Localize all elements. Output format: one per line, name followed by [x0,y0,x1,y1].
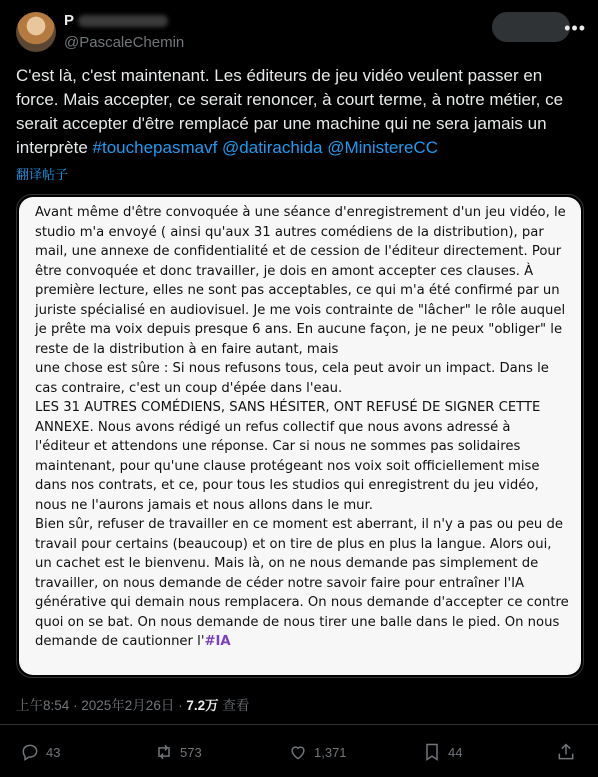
bookmark-button[interactable] [422,738,462,766]
mention-link-ministerecc[interactable]: @MinistereCC [327,138,438,157]
retweet-icon [154,742,174,762]
bookmark-icon [422,742,442,762]
image-hashtag: #IA [204,634,231,649]
like-count: 1,371 [314,744,347,760]
display-name[interactable]: P [64,12,168,29]
translate-post-link[interactable]: 翻译帖子 [16,167,69,182]
reply-button[interactable] [20,738,60,766]
heart-icon [288,742,308,762]
share-icon [556,742,576,762]
tweet-text [16,64,582,160]
share-button[interactable] [556,738,576,766]
image-text-body: Avant même d'être convoquée à une séance d'enregistrement d'un jeu vidéo, le studio m'a envoyé ( ainsi qu'aux 31 autres comédiens de la distribution), par mail, une annexe de confidentialité et de cession de l'éditeur directement. Pour être convoquée et donc travailler, je dois en amont accepter ces clauses. À première lecture, elles ne sont pas acceptables, ce qui m'a été confirmé par un juriste spécialisé en audiovisuel. Je me vois contrainte de "lâcher" le rôle auquel je prête ma voix depuis presque 6 ans. En aucune façon, je ne peux "obliger" le reste de la distribution à en faire autant, mais une chose est sûre : Si nous refusons tous, cela peut avoir un impact. Dans le cas contraire, c'est un coup d'épée dans l'eau. LES 31 AUTRES COMÉDIENS, SANS HÉSITER, ONT REFUSÉ DE SIGNER CETTE ANNEXE. Nous avons rédigé un refus collectif que nous avons adressé à l'éditeur et attendons une réponse. Car si nous ne sommes pas solidaires maintenant, pour qu'une clause protégeant nos voix soit officiellement mise dans nos contrats, et ce, pour tous les studios qui enregistrent du jeu vidéo, nous ne l'aurons jamais et nous allons dans le mur. Bien sûr, refuser de travailler en ce moment est aberrant, il n'y a pas ou peu de travail pour certains (beaucoup) et on tire de plus en plus la langue. Alors oui, un cachet est le bienvenu. Mais là, on ne nous demande pas simplement de travailler, on nous demande de céder notre savoir faire pour entraîner l'IA générative qui demain nous remplacera. On nous demande d'accepter ce contre quoi on se bat. On nous demande de nous tirer une balle dans le pied. On nous demande de cautionner l' [35,205,569,649]
tweet-meta [16,694,249,714]
reply-count: 43 [46,744,61,760]
redacted-name-blur [78,15,168,27]
reply-icon [20,742,40,762]
hashtag-link[interactable]: #touchepasmavf [92,138,218,157]
more-options-icon[interactable]: ••• [564,18,586,38]
image-text [35,203,569,652]
views-label: 查看 [218,698,250,713]
user-handle[interactable]: @PascaleChemin [64,34,185,51]
retweet-button[interactable] [154,738,202,766]
tweet-body: C'est là, c'est maintenant. Les éditeurs de jeu vidéo veulent passer en force. Mais accepter, ce serait renoncer, à court terme, à notre métier, ce serait accepter d'être remplacé par une machine qui ne sera jamais un interprète [16,66,564,157]
avatar[interactable] [16,12,56,52]
divider [0,724,598,725]
timestamp[interactable]: 上午8:54 · 2025年2月26日 · [16,698,187,713]
tweet-header [16,10,586,58]
bookmark-count: 44 [448,744,463,760]
retweet-count: 573 [180,744,202,760]
attached-image[interactable] [16,194,584,678]
action-bar [16,738,582,766]
follow-button[interactable] [492,12,570,42]
image-paper [19,197,581,675]
view-count: 7.2万 [186,698,219,713]
like-button[interactable] [288,738,347,766]
mention-link-datirachida[interactable]: @datirachida [222,138,323,157]
